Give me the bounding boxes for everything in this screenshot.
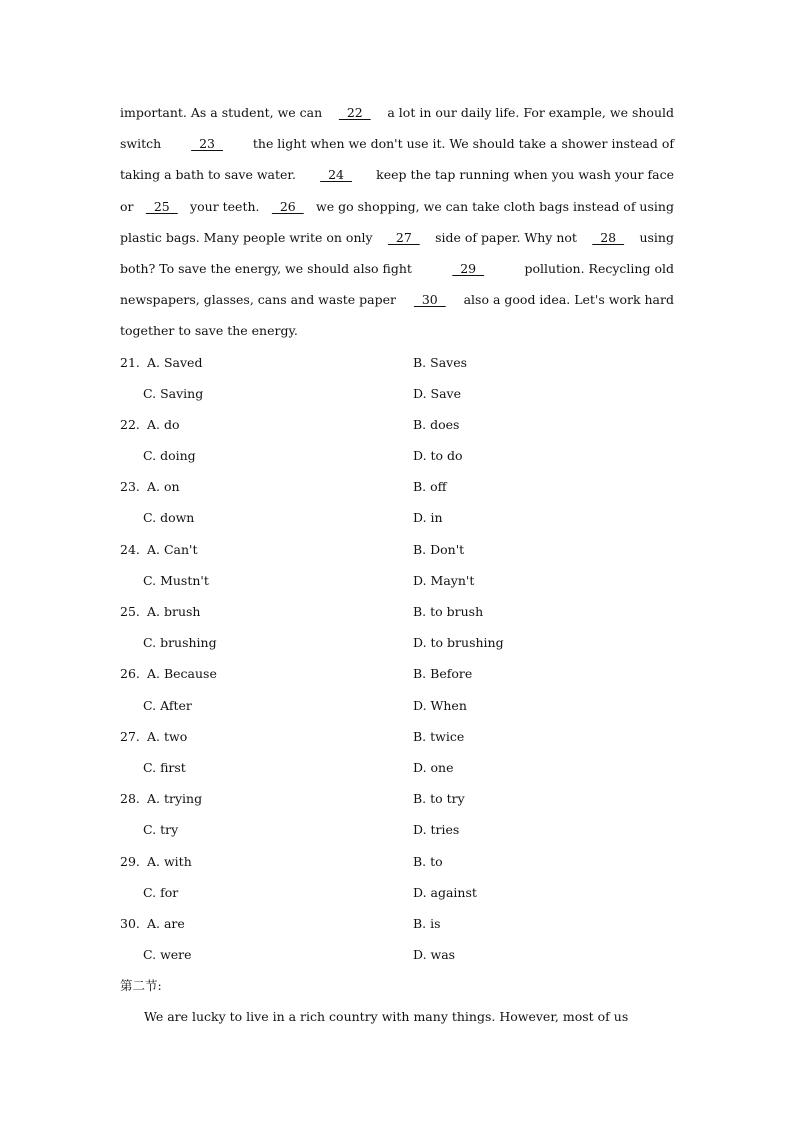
option-c: C. first bbox=[143, 759, 186, 775]
option-b: B. to bbox=[413, 853, 443, 869]
passage-text: pollution. Recycling old bbox=[520, 260, 674, 276]
blank-22: 22 bbox=[338, 105, 371, 120]
option-a: A. Can't bbox=[147, 541, 198, 557]
option-b: B. to brush bbox=[413, 604, 484, 619]
passage-text: taking a bath to save water. bbox=[120, 167, 300, 183]
question-list bbox=[120, 347, 674, 971]
option-b: B. off bbox=[413, 479, 447, 495]
question-number: 28. bbox=[120, 791, 140, 807]
option-d: D. to do bbox=[413, 448, 463, 464]
passage-text: also a good idea. Let's work hard bbox=[459, 292, 674, 308]
question-row bbox=[120, 565, 674, 596]
option-d: D. Mayn't bbox=[413, 572, 475, 588]
question-number: 26. bbox=[120, 666, 140, 682]
passage-text: newspapers, glasses, cans and waste paper bbox=[120, 292, 400, 308]
question-row bbox=[120, 814, 674, 845]
question-row bbox=[120, 752, 674, 783]
option-c: C. doing bbox=[143, 448, 196, 464]
passage bbox=[120, 97, 674, 347]
question-number: 29. bbox=[120, 853, 140, 869]
question-row bbox=[120, 596, 674, 627]
passage-text: side of paper. Why not bbox=[431, 229, 581, 245]
blank-27: 27 bbox=[387, 229, 420, 245]
option-b: B. is bbox=[413, 915, 441, 931]
passage-line-6 bbox=[120, 253, 674, 284]
question-row bbox=[120, 877, 674, 908]
question-row bbox=[120, 939, 674, 970]
option-a: A. on bbox=[147, 479, 180, 495]
question-row bbox=[120, 690, 674, 721]
option-c: C. Saving bbox=[143, 385, 204, 401]
passage-text: both? To save the energy, we should also fight bbox=[120, 260, 416, 276]
question-number: 30. bbox=[120, 915, 140, 931]
question-row bbox=[120, 502, 674, 533]
passage-line-5 bbox=[120, 222, 674, 253]
passage-text: together to save the energy. bbox=[120, 323, 298, 339]
question-number: 23. bbox=[120, 479, 140, 495]
question-number: 21. bbox=[120, 354, 140, 370]
question-row bbox=[120, 347, 674, 378]
next-passage-line bbox=[120, 1001, 674, 1032]
option-d: D. one bbox=[413, 759, 454, 775]
document-page bbox=[120, 97, 674, 1033]
passage-line-7 bbox=[120, 284, 674, 315]
question-number: 25. bbox=[120, 604, 140, 619]
question-row bbox=[120, 783, 674, 814]
option-b: B. to try bbox=[413, 791, 465, 807]
question-row bbox=[120, 846, 674, 877]
option-c: C. Mustn't bbox=[143, 572, 209, 588]
question-row bbox=[120, 658, 674, 689]
option-d: D. Save bbox=[413, 385, 461, 401]
question-number: 24. bbox=[120, 541, 140, 557]
option-c: C. try bbox=[143, 822, 179, 838]
question-row bbox=[120, 721, 674, 752]
option-c: C. were bbox=[143, 947, 192, 963]
question-row bbox=[120, 409, 674, 440]
passage-line-3 bbox=[120, 159, 674, 190]
blank-28: 28 bbox=[592, 229, 625, 245]
option-a: A. do bbox=[147, 416, 180, 432]
question-number: 22. bbox=[120, 416, 140, 432]
passage-line-8 bbox=[120, 315, 674, 346]
option-b: B. Saves bbox=[413, 354, 468, 370]
option-d: D. in bbox=[413, 510, 443, 526]
option-a: A. Saved bbox=[147, 354, 203, 370]
question-number: 27. bbox=[120, 728, 140, 744]
option-a: A. with bbox=[147, 853, 192, 869]
passage-line-4 bbox=[120, 191, 674, 222]
option-a: A. brush bbox=[147, 604, 201, 619]
option-d: D. was bbox=[413, 947, 456, 963]
option-c: C. for bbox=[143, 884, 179, 900]
question-row bbox=[120, 908, 674, 939]
option-d: D. tries bbox=[413, 822, 460, 838]
option-b: B. does bbox=[413, 416, 460, 432]
option-a: A. two bbox=[147, 728, 188, 744]
question-row bbox=[120, 471, 674, 502]
passage-text: or bbox=[120, 198, 138, 214]
question-row bbox=[120, 440, 674, 471]
option-d: D. When bbox=[413, 697, 467, 713]
passage-line-2 bbox=[120, 128, 674, 159]
passage-text: important. As a student, we can bbox=[120, 105, 327, 120]
option-d: D. against bbox=[413, 884, 477, 900]
passage-line-1 bbox=[120, 97, 674, 128]
passage-text: We are lucky to live in a rich country with many things. However, most of us bbox=[144, 1009, 629, 1025]
blank-30: 30 bbox=[413, 292, 446, 308]
option-a: A. Because bbox=[147, 666, 217, 682]
blank-29: 29 bbox=[452, 260, 485, 276]
option-c: C. After bbox=[143, 697, 192, 713]
passage-text: switch bbox=[120, 136, 166, 152]
question-row bbox=[120, 627, 674, 658]
option-b: B. twice bbox=[413, 728, 465, 744]
option-d: D. to brushing bbox=[413, 635, 504, 651]
option-c: C. down bbox=[143, 510, 195, 526]
passage-text: we go shopping, we can take cloth bags instead of using bbox=[312, 198, 674, 214]
option-a: A. are bbox=[147, 915, 185, 931]
passage-text: using bbox=[635, 229, 674, 245]
question-row bbox=[120, 378, 674, 409]
passage-text: a lot in our daily life. For example, we should bbox=[383, 105, 674, 120]
passage-text: plastic bags. Many people write on only bbox=[120, 229, 377, 245]
blank-23: 23 bbox=[191, 136, 223, 152]
section-heading: 第二节: bbox=[120, 978, 162, 994]
passage-text: keep the tap running when you wash your face bbox=[372, 167, 674, 183]
blank-24: 24 bbox=[320, 167, 352, 183]
option-b: B. Before bbox=[413, 666, 473, 682]
question-row bbox=[120, 534, 674, 565]
option-c: C. brushing bbox=[143, 635, 217, 651]
option-a: A. trying bbox=[147, 791, 203, 807]
blank-25: 25 bbox=[145, 198, 178, 214]
passage-text: the light when we don't use it. We should take a shower instead of bbox=[248, 136, 674, 152]
passage-text: your teeth. bbox=[186, 198, 264, 214]
option-b: B. Don't bbox=[413, 541, 465, 557]
blank-26: 26 bbox=[271, 198, 304, 214]
